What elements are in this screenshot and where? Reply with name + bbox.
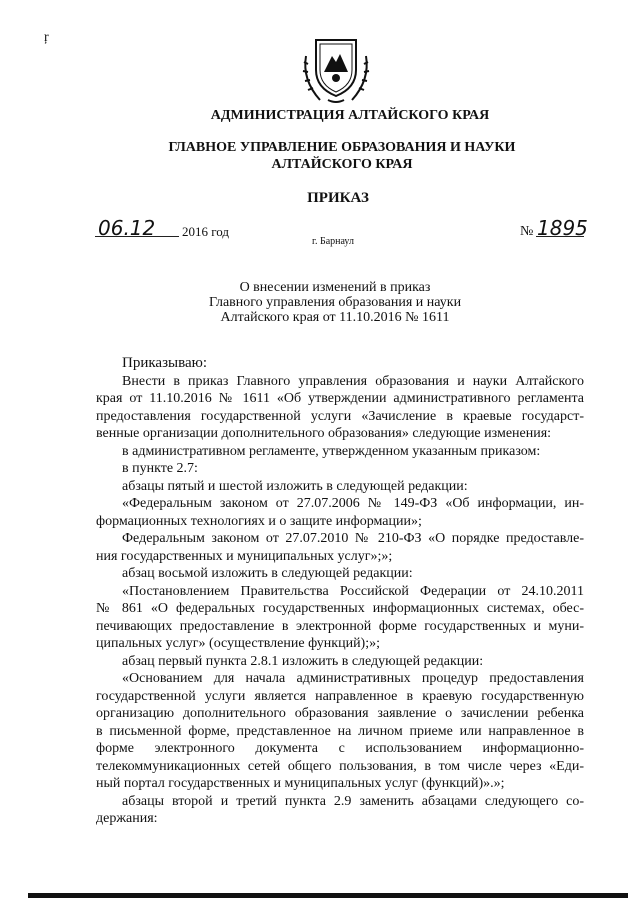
body-line: «Постановлением Правительства Российской Федерации от 24.10.2011 [122, 583, 584, 599]
body-line: государственной услуги является направленное в краевую государственную [96, 688, 584, 704]
date-year: 2016 год [182, 224, 229, 239]
department-title [22, 139, 640, 173]
order-subject [170, 280, 500, 325]
body-line: держания: [96, 811, 158, 826]
body-line: края от 11.10.2016 № 1611 «Об утверждении административного регламента [96, 391, 584, 406]
body-line: телекоммуникационных сетей общего пользования, в том числе через «Еди- [96, 758, 584, 774]
body-line: форме электронного документа с использованием информационно- [96, 741, 584, 756]
body-line: «Федеральным законом от 27.07.2006 № 149-ФЗ «Об информации, ин- [122, 496, 584, 511]
handwritten-date: 06.12 [98, 216, 156, 240]
body-line: венные организации дополнительного образования» следующие изменения: [96, 426, 552, 441]
body-line: Федеральным законом от 27.07.2010 № 210-ФЗ «О порядке предоставле- [122, 531, 584, 546]
number-underline [536, 236, 584, 237]
body-line: в пункте 2.7: [122, 461, 198, 476]
margin-mark: ŗ [44, 30, 49, 45]
subject-line: Алтайского края от 11.10.2016 № 1611 [220, 310, 450, 325]
body-line: ния государственных и муниципальных услуг»;»; [96, 548, 393, 564]
body-line: предоставления государственной услуги «Зачисление в краевые государст- [96, 408, 584, 424]
department-title-line: АЛТАЙСКОГО КРАЯ [271, 157, 413, 172]
coat-of-arms-emblem [300, 30, 372, 106]
body-line: абзацы пятый и шестой изложить в следующей редакции: [122, 478, 468, 494]
body-line: абзацы второй и третий пункта 2.9 заменить абзацами следующего со- [122, 793, 584, 809]
body-line: ный портал государственных и муниципальных услуг (функций)».»; [96, 776, 505, 791]
city-label: г. Барнаул [312, 236, 354, 247]
order-body [96, 355, 584, 828]
body-line: в письменной форме, представленное на личном приеме или направленное в [96, 723, 584, 739]
body-line: Внести в приказ Главного управления образования и науки Алтайского [122, 373, 584, 389]
document-type: ПРИКАЗ [307, 190, 369, 206]
date-underline [95, 236, 179, 237]
body-line: абзац восьмой изложить в следующей редакции: [122, 566, 413, 581]
body-line: «Основанием для начала административных процедур предоставления [122, 671, 584, 686]
body-line: организацию дополнительного образования заявление о зачислении ребенка [96, 706, 584, 721]
organization-title: АДМИНИСТРАЦИЯ АЛТАЙСКОГО КРАЯ [210, 108, 490, 123]
scan-edge-bar [28, 893, 628, 898]
department-title-line: ГЛАВНОЕ УПРАВЛЕНИЕ ОБРАЗОВАНИЯ И НАУКИ [168, 140, 516, 155]
subject-line: О внесении изменений в приказ [239, 280, 431, 295]
handwritten-number: 1895 [537, 216, 588, 240]
subject-line: Главного управления образования и науки [208, 295, 462, 310]
body-line: Приказываю: [122, 355, 207, 371]
body-line: абзац первый пункта 2.8.1 изложить в следующей редакции: [122, 653, 484, 669]
body-line: в административном регламенте, утвержденном указанным приказом: [122, 443, 541, 459]
body-line: формационных технологиях и о защите информации»; [96, 513, 422, 529]
body-line: печивающих предоставление в электронной форме государственных и муни- [96, 618, 584, 634]
number-label: № [520, 224, 534, 239]
body-line: ципальных услуг» (осуществление функций);»; [96, 636, 380, 651]
body-line: № 861 «О федеральных государственных информационных системах, обес- [96, 601, 584, 616]
